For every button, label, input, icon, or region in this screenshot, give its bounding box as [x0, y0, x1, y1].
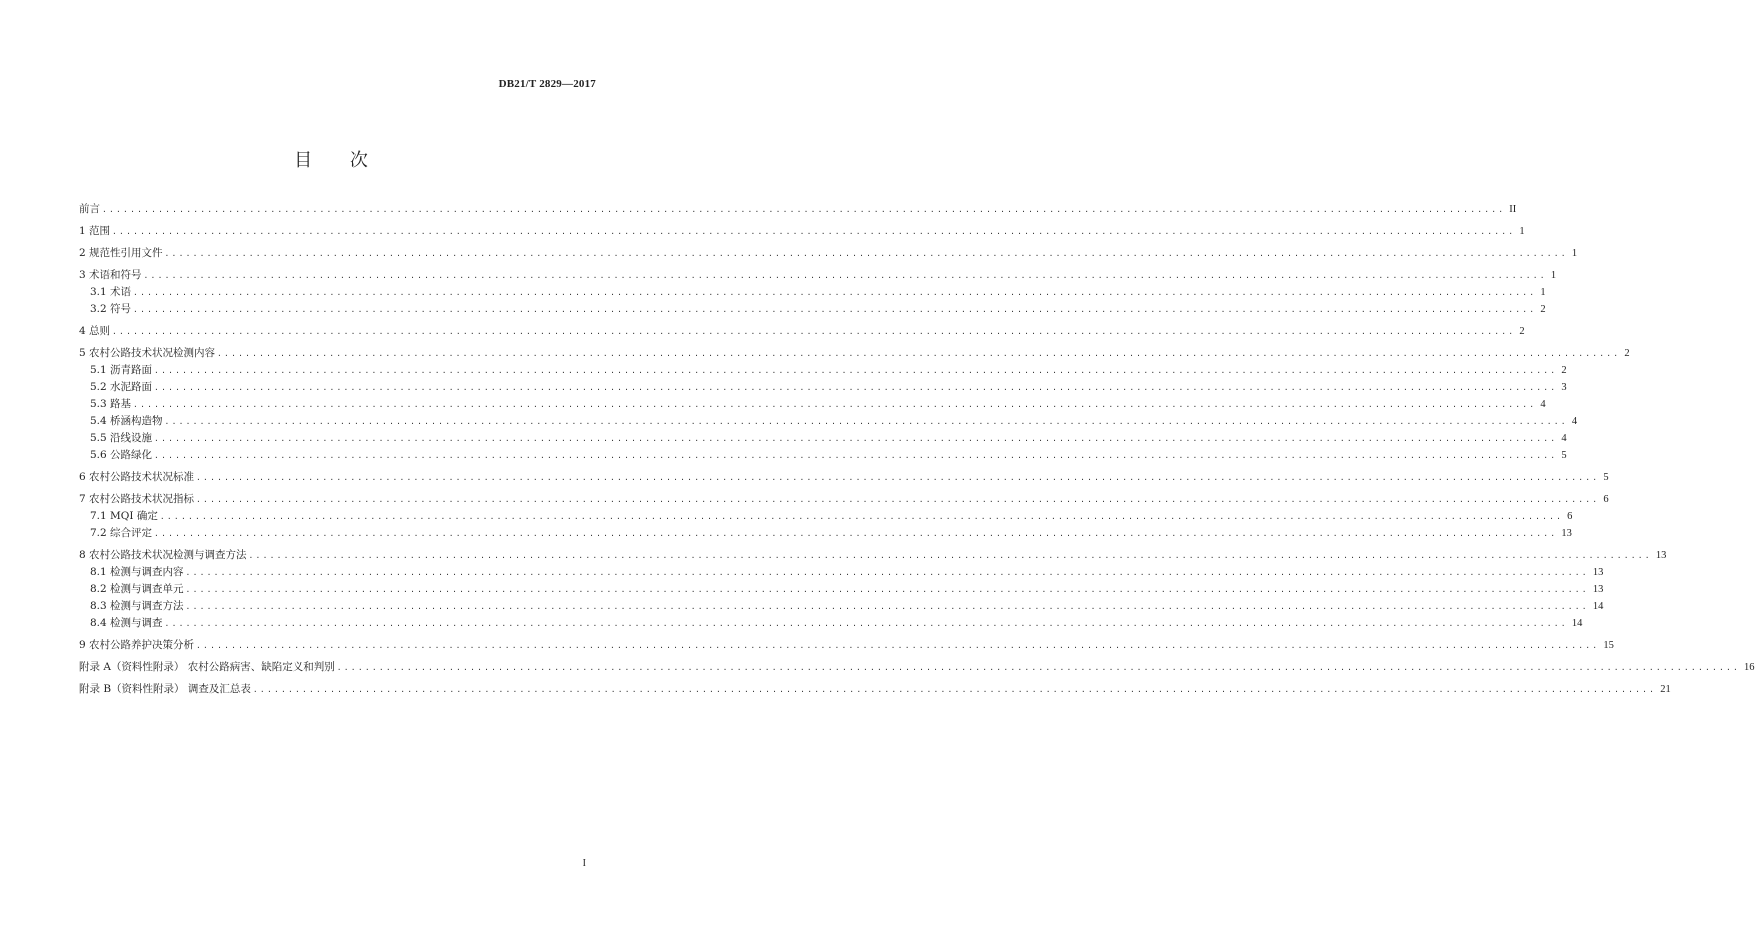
toc-entry[interactable]	[79, 659, 1755, 676]
toc-entry-page: 5	[1561, 450, 1567, 461]
toc-entry-page: 4	[1561, 433, 1567, 444]
toc-entry-page: 3	[1561, 382, 1567, 393]
table-of-contents	[79, 201, 1755, 698]
toc-entry-label: 7.2 综合评定	[90, 527, 153, 539]
toc-entry[interactable]	[79, 564, 1604, 581]
toc-leader-dots: ........................................................................................................................................................................................................	[196, 495, 1600, 504]
toc-entry[interactable]	[79, 379, 1567, 396]
toc-entry-page: 15	[1603, 640, 1614, 651]
toc-entry-label: 8.3 检测与调查方法	[90, 600, 184, 612]
toc-entry-label: 2 规范性引用文件	[79, 247, 163, 259]
toc-entry[interactable]	[79, 284, 1546, 301]
toc-entry-label: 5 农村公路技术状况检测内容	[79, 347, 216, 359]
toc-leader-dots: ........................................................................................................................................................................................................	[143, 271, 1547, 280]
toc-entry[interactable]	[79, 267, 1557, 284]
toc-entry-page: 1	[1519, 226, 1525, 237]
toc-entry-label: 5.4 桥涵构造物	[90, 415, 163, 427]
toc-leader-dots: ........................................................................................................................................................................................................	[133, 288, 1537, 297]
toc-entry[interactable]	[79, 301, 1546, 318]
toc-entry[interactable]	[79, 491, 1609, 508]
toc-entry[interactable]	[79, 201, 1517, 218]
toc-entry-page: 13	[1592, 584, 1604, 595]
toc-leader-dots: ........................................................................................................................................................................................................	[252, 685, 1657, 694]
toc-entry-label: 5.1 沥青路面	[90, 364, 153, 376]
toc-leader-dots: ........................................................................................................................................................................................................	[112, 327, 1516, 336]
toc-entry-page: 6	[1567, 511, 1573, 522]
toc-entry[interactable]	[79, 525, 1572, 542]
toc-entry[interactable]	[79, 615, 1583, 632]
toc-leader-dots: ........................................................................................................................................................................................................	[164, 619, 1568, 628]
toc-entry-label: 5.3 路基	[90, 398, 132, 410]
toc-entry[interactable]	[79, 245, 1578, 262]
toc-entry-label: 7 农村公路技术状况指标	[79, 493, 195, 505]
toc-entry-page: 4	[1571, 416, 1578, 427]
toc-leader-dots: ........................................................................................................................................................................................................	[248, 551, 1652, 560]
toc-leader-dots: ........................................................................................................................................................................................................	[154, 434, 1558, 443]
toc-leader-dots: ........................................................................................................................................................................................................	[196, 473, 1600, 482]
toc-entry-page: 13	[1592, 567, 1604, 578]
toc-leader-dots: ........................................................................................................................................................................................................	[217, 349, 1621, 358]
toc-leader-dots: ........................................................................................................................................................................................................	[112, 227, 1516, 236]
toc-entry[interactable]	[79, 447, 1567, 464]
toc-entry-page: 14	[1592, 601, 1604, 612]
toc-entry[interactable]	[79, 681, 1671, 698]
toc-entry[interactable]	[79, 323, 1525, 340]
toc-leader-dots: ........................................................................................................................................................................................................	[159, 512, 1564, 521]
toc-entry-label: 4 总则	[79, 325, 111, 337]
toc-entry[interactable]	[79, 413, 1578, 430]
toc-entry-label: 9 农村公路养护决策分析	[79, 639, 195, 651]
toc-leader-dots: ........................................................................................................................................................................................................	[185, 568, 1589, 577]
toc-leader-dots: ........................................................................................................................................................................................................	[164, 249, 1568, 258]
toc-entry-page: 13	[1561, 528, 1572, 539]
toc-entry-label: 8 农村公路技术状况检测与调查方法	[79, 549, 247, 561]
toc-entry-label: 8.4 检测与调查	[90, 617, 163, 629]
toc-entry-label: 8.2 检测与调查单元	[90, 583, 184, 595]
toc-leader-dots: ........................................................................................................................................................................................................	[154, 529, 1558, 538]
toc-entry[interactable]	[79, 547, 1667, 564]
toc-entry-label: 前言	[79, 203, 100, 215]
toc-entry-label: 5.5 沿线设施	[90, 432, 153, 444]
toc-entry[interactable]	[79, 637, 1614, 654]
toc-leader-dots: ........................................................................................................................................................................................................	[185, 585, 1589, 594]
toc-entry-page: 2	[1519, 326, 1525, 337]
toc-title: 目 次	[294, 150, 384, 171]
toc-leader-dots: ........................................................................................................................................................................................................	[102, 205, 1506, 214]
toc-entry[interactable]	[79, 223, 1525, 240]
toc-leader-dots: ........................................................................................................................................................................................................	[196, 641, 1600, 650]
toc-entry-page: 1	[1550, 270, 1557, 281]
toc-entry-page: 2	[1540, 304, 1546, 315]
toc-entry-page: 4	[1540, 399, 1546, 410]
toc-leader-dots: ........................................................................................................................................................................................................	[154, 451, 1558, 460]
toc-leader-dots: ........................................................................................................................................................................................................	[154, 383, 1558, 392]
toc-leader-dots: ........................................................................................................................................................................................................	[164, 417, 1568, 426]
toc-entry-label: 3.1 术语	[90, 286, 132, 298]
toc-entry-page: 13	[1655, 550, 1667, 561]
toc-leader-dots: ........................................................................................................................................................................................................	[336, 663, 1741, 672]
toc-entry[interactable]	[79, 345, 1630, 362]
toc-entry-label: 3.2 符号	[90, 303, 132, 315]
toc-entry-label: 1 范围	[79, 225, 111, 237]
toc-entry[interactable]	[79, 362, 1567, 379]
toc-leader-dots: ........................................................................................................................................................................................................	[133, 400, 1537, 409]
toc-leader-dots: ........................................................................................................................................................................................................	[154, 366, 1558, 375]
toc-entry-label: 7.1 MQI 确定	[90, 510, 158, 522]
toc-entry[interactable]	[79, 396, 1546, 413]
toc-entry[interactable]	[79, 508, 1573, 525]
toc-entry-page: 2	[1561, 365, 1567, 376]
page-number: I	[582, 858, 586, 869]
toc-entry-page: 6	[1603, 494, 1609, 505]
document-code: DB21/T 2829—2017	[498, 78, 596, 90]
toc-entry-page: II	[1509, 204, 1517, 215]
toc-entry-page: 5	[1603, 472, 1609, 483]
toc-entry-page: 2	[1624, 348, 1630, 359]
toc-entry[interactable]	[79, 469, 1609, 486]
toc-entry-page: 16	[1744, 662, 1755, 673]
toc-entry-label: 6 农村公路技术状况标准	[79, 471, 195, 483]
toc-entry-label: 附录 B（资料性附录） 调查及汇总表	[79, 683, 251, 695]
toc-entry-label: 8.1 检测与调查内容	[90, 566, 184, 578]
toc-leader-dots: ........................................................................................................................................................................................................	[185, 602, 1589, 611]
toc-leader-dots: ........................................................................................................................................................................................................	[133, 305, 1537, 314]
toc-entry-label: 5.2 水泥路面	[90, 381, 153, 393]
toc-entry-page: 1	[1571, 248, 1578, 259]
toc-entry-label: 3 术语和符号	[79, 269, 142, 281]
toc-entry-label: 附录 A（资料性附录） 农村公路病害、缺陷定义和判别	[79, 661, 335, 673]
toc-entry[interactable]	[79, 430, 1567, 447]
toc-entry-page: 14	[1571, 618, 1583, 629]
toc-entry[interactable]	[79, 598, 1604, 615]
toc-entry-label: 5.6 公路绿化	[90, 449, 153, 461]
toc-entry[interactable]	[79, 581, 1604, 598]
toc-entry-page: 21	[1660, 684, 1671, 695]
toc-entry-page: 1	[1540, 287, 1546, 298]
